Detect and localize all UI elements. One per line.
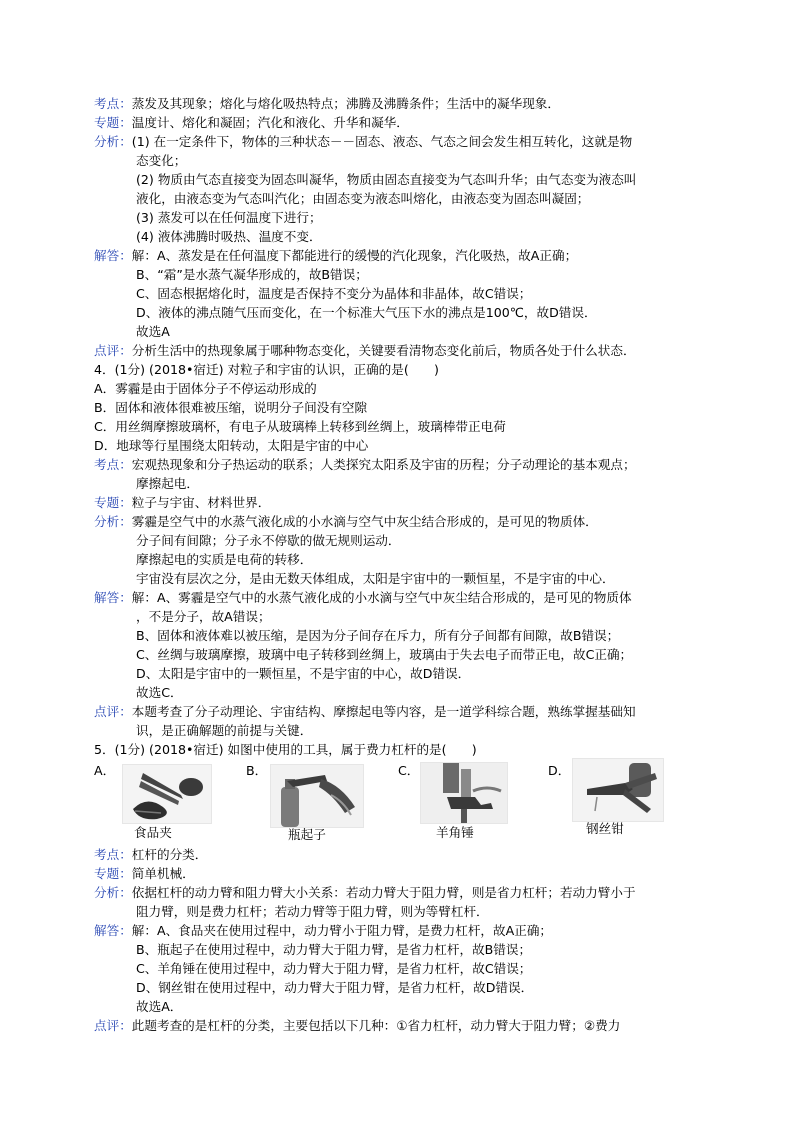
dianping-line: 本题考查了分子动理论、宇宙结构、摩擦起电等内容，是一道学科综合题，熟练掌握基础知 — [131, 704, 636, 719]
fenxi-line: (4) 液体沸腾时吸热、温度不变． — [136, 229, 322, 244]
zhuanti-row — [94, 114, 409, 132]
zhuanti-text: 粒子与宇宙、材料世界． — [131, 495, 271, 510]
fenxi-label: 分析： — [94, 134, 132, 149]
option-a: A．雾霾是由于固体分子不停运动形成的 — [94, 381, 317, 396]
option-a-caption: 食品夹 — [134, 825, 172, 840]
wire-pliers-image — [572, 758, 664, 822]
fenxi-line: 摩擦起电的实质是电荷的转移． — [136, 552, 313, 567]
fenxi-line: 宇宙没有层次之分，是由无数天体组成，太阳是宇宙中的一颗恒星，不是宇宙的中心． — [136, 571, 615, 586]
jieda-line: B、瓶起子在使用过程中，动力臂大于阻力臂，是省力杠杆，故B错误； — [136, 942, 532, 957]
option-d-caption: 钢丝钳 — [586, 821, 624, 836]
jieda-line: C、丝绸与玻璃摩擦，玻璃中电子转移到丝绸上，玻璃由于失去电子而带正电，故C正确； — [136, 647, 633, 662]
jieda-line: D、太阳是宇宙中的一颗恒星，不是宇宙的中心，故D错误． — [136, 666, 471, 681]
kaodian-row — [94, 846, 207, 864]
kaodian-line: 摩擦起电． — [136, 476, 199, 491]
jieda-line: 解：A、食品夹在使用过程中，动力臂小于阻力臂，是费力杠杆，故A正确； — [131, 923, 553, 938]
dianping-label: 点评： — [94, 1018, 132, 1033]
question-stem: 5．(1分) (2018•宿迁) 如图中使用的工具，属于费力杠杆的是( ) — [94, 742, 477, 757]
zhuanti-label: 专题： — [94, 115, 132, 130]
jieda-line: 故选A — [136, 324, 170, 339]
kaodian-row — [94, 95, 560, 113]
jieda-line: C、羊角锤在使用过程中，动力臂大于阻力臂，是省力杠杆，故C错误； — [136, 961, 532, 976]
fenxi-line: (1) 在一定条件下，物体的三种状态－－固态、液态、气态之间会发生相互转化，这就是物 — [131, 134, 633, 149]
dianping-row — [94, 342, 636, 360]
zhuanti-text: 温度计、熔化和凝固；汽化和液化、升华和凝华． — [131, 115, 409, 130]
jieda-line: ，不是分子，故A错误； — [136, 609, 271, 624]
option-b-letter: B． — [246, 763, 268, 778]
dianping-text: 分析生活中的热现象属于哪种物态变化，关键要看清物态变化前后，物质各处于什么状态． — [131, 343, 636, 358]
claw-hammer-image — [420, 762, 508, 824]
fenxi-line: 依据杠杆的动力臂和阻力臂大小关系：若动力臂大于阻力臂，则是省力杠杆；若动力臂小于 — [131, 885, 636, 900]
dianping-row — [94, 703, 636, 721]
option-a-letter: A． — [94, 763, 116, 778]
dianping-row — [94, 1017, 620, 1035]
fenxi-line: (3) 蒸发可以在任何温度下进行； — [136, 210, 322, 225]
question-stem: 4．(1分) (2018•宿迁) 对粒子和宇宙的认识，正确的是( ) — [94, 362, 439, 377]
jieda-label: 解答： — [94, 923, 132, 938]
dianping-line: 识，是正确解题的前提与关键． — [136, 723, 313, 738]
option-c-letter: C． — [398, 763, 420, 778]
option-c-caption: 羊角锤 — [436, 825, 474, 840]
option-d-letter: D． — [548, 763, 571, 778]
kaodian-label: 考点： — [94, 847, 132, 862]
fenxi-line: 分子间有间隙；分子永不停歇的做无规则运动． — [136, 533, 401, 548]
zhuanti-text: 简单机械． — [131, 866, 195, 881]
jieda-line: D、液体的沸点随气压而变化，在一个标准大气压下水的沸点是100℃，故D错误． — [136, 305, 597, 320]
fenxi-line: 液化，由液态变为气态叫汽化；由固态变为液态叫熔化，由液态变为固态叫凝固； — [136, 191, 590, 206]
fenxi-line: 阻力臂，则是费力杠杆；若动力臂等于阻力臂，则为等臂杠杆． — [136, 904, 489, 919]
option-d: D．地球等行星围绕太阳转动，太阳是宇宙的中心 — [94, 438, 369, 453]
jieda-row — [94, 247, 577, 265]
jieda-line: D、钢丝钳在使用过程中，动力臂大于阻力臂，是省力杠杆，故D错误． — [136, 980, 534, 995]
option-c: C．用丝绸摩擦玻璃杯，有电子从玻璃棒上转移到丝绸上，玻璃棒带正电荷 — [94, 419, 506, 434]
zhuanti-row — [94, 865, 195, 883]
jieda-line: 故选C． — [136, 685, 183, 700]
fenxi-row — [94, 884, 636, 902]
fenxi-row — [94, 513, 598, 531]
zhuanti-label: 专题： — [94, 495, 132, 510]
jieda-line: B、“霜”是水蒸气凝华形成的，故B错误； — [136, 267, 368, 282]
kaodian-line: 宏观热现象和分子热运动的联系；人类探究太阳系及宇宙的历程；分子动理论的基本观点； — [131, 457, 636, 472]
kaodian-text: 杠杆的分类． — [131, 847, 208, 862]
fenxi-line: 雾霾是空气中的水蒸气液化成的小水滴与空气中灰尘结合形成的，是可见的物质体． — [131, 514, 598, 529]
kaodian-text: 蒸发及其现象；熔化与熔化吸热特点；沸腾及沸腾条件；生活中的凝华现象． — [131, 96, 560, 111]
dianping-label: 点评： — [94, 704, 132, 719]
jieda-line: 解：A、蒸发是在任何温度下都能进行的缓慢的汽化现象，汽化吸热，故A正确； — [131, 248, 578, 263]
jieda-line: C、固态根据熔化时，温度是否保持不变分为晶体和非晶体，故C错误； — [136, 286, 532, 301]
dianping-text: 此题考查的是杠杆的分类，主要包括以下几种：①省力杠杆，动力臂大于阻力臂；②费力 — [131, 1018, 621, 1033]
jieda-line: 故选A． — [136, 999, 183, 1014]
fenxi-line: 态变化； — [136, 153, 187, 168]
kaodian-label: 考点： — [94, 96, 132, 111]
fenxi-line: (2) 物质由气态直接变为固态叫凝华，物质由固态直接变为气态叫升华；由气态变为液态叫 — [136, 172, 637, 187]
dianping-label: 点评： — [94, 343, 132, 358]
jieda-label: 解答： — [94, 590, 132, 605]
fenxi-label: 分析： — [94, 885, 132, 900]
option-b: B．固体和液体很难被压缩，说明分子间没有空隙 — [94, 400, 368, 415]
jieda-line: B、固体和液体难以被压缩，是因为分子间存在斥力，所有分子间都有间隙，故B错误； — [136, 628, 620, 643]
jieda-row — [94, 589, 632, 607]
kaodian-label: 考点： — [94, 457, 132, 472]
fenxi-label: 分析： — [94, 514, 132, 529]
option-b-caption: 瓶起子 — [288, 827, 326, 842]
jieda-label: 解答： — [94, 248, 132, 263]
jieda-row — [94, 922, 552, 940]
fenxi-row — [94, 133, 632, 151]
zhuanti-row — [94, 494, 270, 512]
bottle-opener-image — [270, 764, 364, 828]
jieda-line: 解：A、雾霾是空气中的水蒸气液化成的小水滴与空气中灰尘结合形成的，是可见的物质体 — [131, 590, 632, 605]
food-tongs-image — [122, 764, 212, 824]
zhuanti-label: 专题： — [94, 866, 132, 881]
kaodian-row — [94, 456, 636, 474]
